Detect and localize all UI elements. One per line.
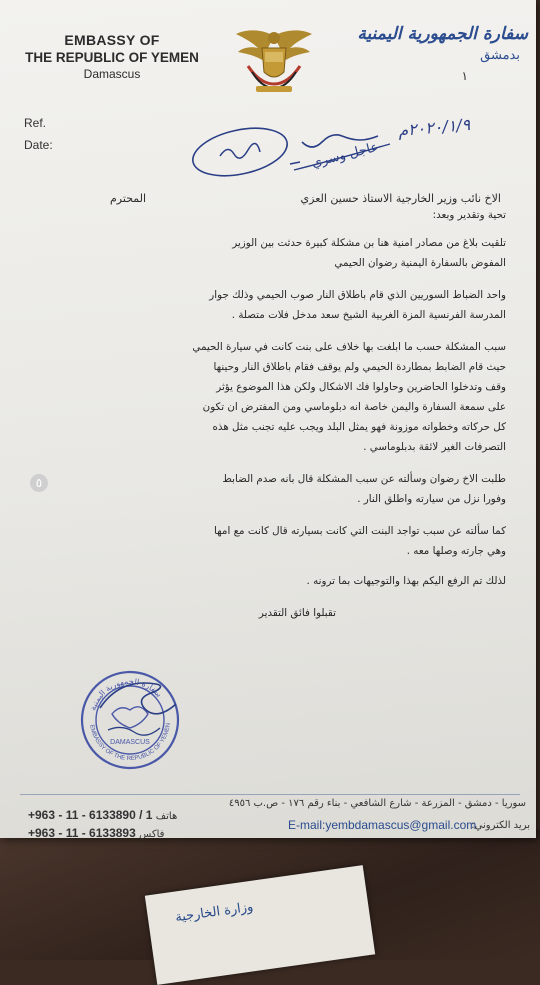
paragraph-5-line-2: وهي جارته وصلها معه . [406, 545, 506, 557]
letterhead-en-line1: EMBASSY OF [64, 32, 160, 48]
footer-address-ar: سوريا - دمشق - المزرعة - شارع الشافعي - بناء رقم ١٧٦ - ص.ب ٤٩٥٦ [228, 798, 526, 809]
arabic-letterhead [338, 24, 528, 83]
paragraph-2-line-2: المدرسة الفرنسية المزة الغربية الشيخ سعد مدخل فلات متصلة . [231, 309, 506, 321]
closing: تقبلوا فائق التقدير [258, 607, 336, 619]
handwritten-annotation-icon [190, 112, 400, 192]
paragraph-4-line-1: طلبت الاخ رضوان وسألته عن سبب المشكلة قال بانه صدم الضابط [222, 473, 506, 485]
letterhead-en-line2: THE REPUBLIC OF YEMEN [25, 50, 199, 65]
paragraph-6: لذلك تم الرفع اليكم بهذا والتوجيهات بما ترونه . [306, 575, 506, 587]
phone-label-1: هاتف [155, 811, 178, 822]
embassy-stamp-icon [78, 668, 182, 772]
stamp-bottom-text: EMBASSY OF THE REPUBLIC OF YEMEN [88, 722, 172, 763]
letterhead-ar-line3: ١ [461, 69, 468, 83]
paragraph-3-line-3: وقف وتدخلوا الحاضرين وحاولوا فك الاشكال ولكن هذا الموضوع يؤثر [216, 381, 506, 393]
paragraph-3-line-1: سبب المشكلة حسب ما ابلغت بها خلاف على بنت كانت في سيارة الحيمي [192, 341, 506, 353]
letterhead-ar-line2: بدمشق [480, 48, 520, 63]
paragraph-3-line-4: على سمعة السفارة واليمن خاصة انه دبلوماسي ومن المفترض ان تكون [202, 401, 506, 413]
footer-phone-2 [28, 826, 164, 840]
handwritten-date: ٢٠٢٠/١/٩م [397, 114, 471, 141]
phone-label-2: فاكس [139, 829, 165, 840]
paragraph-4-line-2: وفورا نزل من سيارته واطلق النار . [357, 493, 506, 505]
paragraph-3-line-5: كل حركاته وخطواته موزونة فهو يمثل البلد ويجب عليه تجنب مثل هذه [212, 421, 506, 433]
letterhead-ar-line1: سفارة الجمهورية اليمنية [357, 24, 528, 44]
paragraph-1-line-1: تلقيت بلاغ من مصادر امنية هنا بن مشكلة كبيرة حدثت بين الوزير [232, 237, 506, 249]
footer-email-label-ar: بريد الكتروني: [471, 820, 530, 831]
paragraph-3-line-2: حيث قام الضابط بمطاردة الحيمي ولم يوقف فقام باطلاق النار وحينها [213, 361, 506, 373]
addressee-line: الاخ نائب وزير الخارجية الاستاذ حسين العزي [300, 192, 501, 205]
greeting: تحية وتقدير وبعد: [432, 209, 506, 221]
paragraph-5-line-1: كما سألته عن سبب تواجد البنت التي كانت بسيارته قال كانت مع امها [214, 525, 506, 537]
paragraph-1-line-2: المفوض بالسفارة اليمنية رضوان الحيمي [334, 257, 506, 269]
underlying-paper-text: وزارة الخارجية [174, 899, 255, 926]
paragraph-2-line-1: واحد الضباط السوريين الذي قام باطلاق النار صوب الحيمي وذلك جوار [209, 289, 506, 301]
paragraph-3-line-6: التصرفات الغير لائقة بدبلوماسي . [363, 441, 506, 453]
footer-divider [20, 794, 520, 795]
phone-number-1: +963 - 11 - 6133890 / 1 [28, 808, 153, 822]
yemen-eagle-emblem-icon [234, 26, 314, 96]
footer-phone-1 [28, 808, 177, 822]
letter-body [36, 205, 506, 623]
stamp-city: DAMASCUS [110, 739, 150, 746]
annotation-text: عاجل وسري [310, 139, 381, 171]
letterhead-en-line3: Damascus [83, 67, 141, 81]
ref-label: Ref. [24, 116, 47, 130]
footer-email[interactable]: E-mail:yembdamascus@gmail.com [288, 818, 477, 832]
stamp-top-text: سفارة الجمهورية اليمنية [88, 676, 164, 712]
honorific: المحترم [110, 192, 147, 205]
english-letterhead [22, 32, 202, 81]
phone-number-2: +963 - 11 - 6133893 [28, 826, 136, 840]
page-number-badge: ٥ [30, 474, 48, 492]
date-label: Date: [24, 138, 53, 152]
